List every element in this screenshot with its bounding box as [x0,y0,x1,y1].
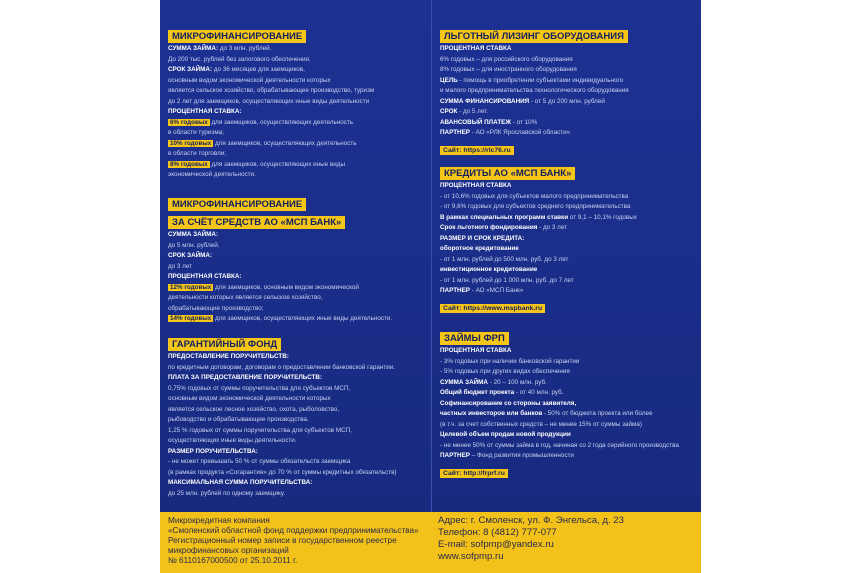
text-line: - не может превышать 50 % от суммы обязательств заемщика [168,458,351,465]
footer-line: № 6110167000500 от 25.10.2011 г. [168,556,298,565]
text-line: по кредитным договорам, договорам о предоставлении банковской гарантии. [168,363,395,371]
text-line: (в т.ч. за счет собственных средств – не менее 15% от суммы займа) [440,420,642,428]
section-title: ГАРАНТИЙНЫЙ ФОНД [168,338,281,351]
text-line: обрабатывающие производство; [168,304,264,312]
text-line: РАЗМЕР И СРОК КРЕДИТА: [440,234,525,242]
contact-info [438,515,693,563]
text-line: ЦЕЛЬ - помощь в приобретении субъектами индивидуального [440,76,624,84]
text-line: Софинансирование со стороны заявителя, [440,399,577,407]
text-line: - от 9,6% годовых для субъектов среднего предпринимательства [440,203,631,210]
text-line: рыбоводство и обрабатывающие производства. [168,416,309,423]
site-link[interactable]: Сайт: https://rlc76.ru [440,146,514,155]
guarantee-fund-section [168,334,426,499]
section-title: МИКРОФИНАНСИРОВАНИЕ [168,30,306,43]
text-line: до 3 лет [168,262,193,270]
text-line: ПРОЦЕНТНАЯ СТАВКА [440,347,512,354]
contact-footer [160,512,701,573]
text-line: ПРОЦЕНТНАЯ СТАВКА [440,182,512,189]
text-line: СРОК - до 5 лет. [440,108,489,115]
rate-line: 14% годовых для заемщиков, осуществляющих иные виды деятельности. [170,315,393,322]
text-line: АВАНСОВЫЙ ПЛАТЕЖ - от 10% [440,118,538,126]
text-line: основным видом экономической деятельности которых [168,395,331,402]
text-line: ПАРТНЕР – Фонд развития промышленности [440,452,574,459]
text-line: Общий бюджет проекта - от 40 млн. руб. [440,389,564,396]
text-line: в области туризма; [168,129,224,136]
text-line: МАКСИМАЛЬНАЯ СУММА ПОРУЧИТЕЛЬСТВА: [168,479,313,486]
text-line: 1,25 % годовых от суммы поручительства для субъектов МСП, [168,426,352,434]
msp-bank-credit-section [440,163,698,315]
text-line: СУММА ЗАЙМА: [168,231,219,238]
section-title: МИКРОФИНАНСИРОВАНИЕ [168,198,306,211]
text-line: в области торговли; [168,150,227,157]
text-line: экономической деятельности. [168,171,256,178]
organization-info [168,516,423,566]
footer-line: Регистрационный номер записи в государственном реестре [168,536,397,545]
text-line: - 5% годовых при других видах обеспечения [440,368,570,375]
right-column [431,0,701,512]
text-line: основным видом экономической деятельности которых [168,76,331,84]
site-link[interactable]: Сайт: https://www.mspbank.ru [440,304,545,313]
text-line: ПРОЦЕНТНАЯ СТАВКА [440,45,512,52]
rate-line: 6% годовых для заемщиков, осуществляющих деятельность [170,118,354,126]
text-line: ПРОЦЕНТНАЯ СТАВКА: [168,273,242,280]
text-line: ПАРТНЕР - АО «МСП Банк» [440,287,524,294]
rate-line: 10% годовых для заемщиков, осуществляющих деятельность [170,139,357,147]
rate-highlight: 14% годовых [170,315,212,322]
text-line: инвестиционное кредитование [440,266,538,273]
rate-highlight: 10% годовых [170,139,212,147]
text-line: осуществляющих иные виды деятельности. [168,437,297,444]
text-line: 8% годовых – для иностранного оборудования [440,66,577,73]
text-line: - 3% годовых при наличии банковской гарантии [440,357,580,365]
text-line: РАЗМЕР ПОРУЧИТЕЛЬСТВА: [168,447,258,455]
phone[interactable]: Телефон: 8 (4812) 777-077 [438,527,557,538]
text-line: оборотное кредитование [440,245,519,252]
section-title: КРЕДИТЫ АО «МСП БАНК» [440,167,575,180]
rate-highlight: 8% годовых [170,160,208,168]
text-line: В рамках специальных программ ставки от 9,1 – 10,1% годовых [440,213,637,221]
text-line: - от 1 млн. рублей до 500 млн. руб. до 3 лет [440,255,569,263]
text-line: - от 1 млн. рублей до 1 000 млн. руб. до 7 лет [440,276,574,284]
brochure [160,0,701,573]
left-column [160,0,430,512]
text-line: ПАРТНЕР - АО «РЛК Ярославской области» [440,129,571,136]
section-title: ЗАЙМЫ ФРП [440,332,509,345]
text-line: и малого предпринимательства технологического оборудования [440,87,629,94]
footer-line: Микрокредитная компания [168,516,270,525]
text-line: до 2 лет для заемщиков, осуществляющих иные виды деятельности [168,97,370,105]
text-line: деятельности которых является сельское хозяйство, [168,294,323,301]
text-line: ПЛАТА ЗА ПРЕДОСТАВЛЕНИЕ ПОРУЧИТЕЛЬСТВ: [168,374,323,381]
text-line: частных инвесторов или банков - 50% от бюджета проекта или более [440,410,653,417]
msp-microfinance-section [168,194,426,325]
section-title: ЗА СЧЁТ СРЕДСТВ АО «МСП БАНК» [168,216,345,229]
text-line: СРОК ЗАЙМА: до 36 месяцев для заемщиков, [168,66,305,73]
section-title: ЛЬГОТНЫЙ ЛИЗИНГ ОБОРУДОВАНИЯ [440,30,628,43]
text-line: 6% годовых – для российского оборудования [440,55,573,63]
microfinance-section [168,26,426,181]
rate-highlight: 12% годовых [170,283,212,291]
text-line: до 5 млн. рублей. [168,241,220,249]
text-line: ПРОЦЕНТНАЯ СТАВКА: [168,108,242,115]
site-link[interactable]: Сайт: http://frprf.ru [440,469,508,478]
address: Адрес: г. Смоленск, ул. Ф. Энгельса, д. 23 [438,515,624,526]
text-line: 0,75% годовых от суммы поручительства для субъектов МСП, [168,384,351,392]
text-line: До 200 тыс. рублей без залогового обеспечения. [168,55,311,63]
text-line: является сельское лесное хозяйство, охота, рыболовство, [168,405,340,413]
text-line: до 25 млн. рублей по одному заемщику. [168,489,286,497]
rate-line: 8% годовых для заемщиков, осуществляющих иные виды [170,160,345,168]
leasing-section [440,26,698,157]
text-line: СУММА ЗАЙМА: до 3 млн. рублей. [168,45,272,52]
footer-line: «Смоленский областной фонд поддержки предпринимательства» [168,526,419,535]
rate-line: 12% годовых для заемщиков, основным видом экономической [170,283,359,291]
text-line: - от 10,6% годовых для субъектов малого предпринимательства [440,192,629,200]
text-line: Срок льготного фондирования - до 3 лет [440,224,568,231]
text-line: СУММА ЗАЙМА - 20 – 100 млн. руб. [440,378,547,386]
website[interactable]: www.sofpmp.ru [438,551,504,562]
email[interactable]: E-mail: sofpmp@yandex.ru [438,539,554,550]
footer-line: микрофинансовых организаций [168,546,289,555]
text-line: ПРЕДОСТАВЛЕНИЕ ПОРУЧИТЕЛЬСТВ: [168,353,289,360]
text-line: Целевой объем продаж новой продукции [440,431,571,438]
text-line: - не менее 50% от суммы займа в год, начиная со 2 года серийного производства [440,441,679,449]
text-line: является сельское хозяйство, обрабатывающее производство, туризм [168,87,375,94]
text-line: СРОК ЗАЙМА: [168,252,213,259]
rate-highlight: 6% годовых [170,118,208,126]
text-line: СУММА ФИНАНСИРОВАНИЯ - от 5 до 200 млн. рублей [440,97,605,105]
frp-loans-section [440,328,698,480]
text-line: (в рамках продукта «Согарантия» до 70 % от суммы кредитных обязательств) [168,468,397,476]
